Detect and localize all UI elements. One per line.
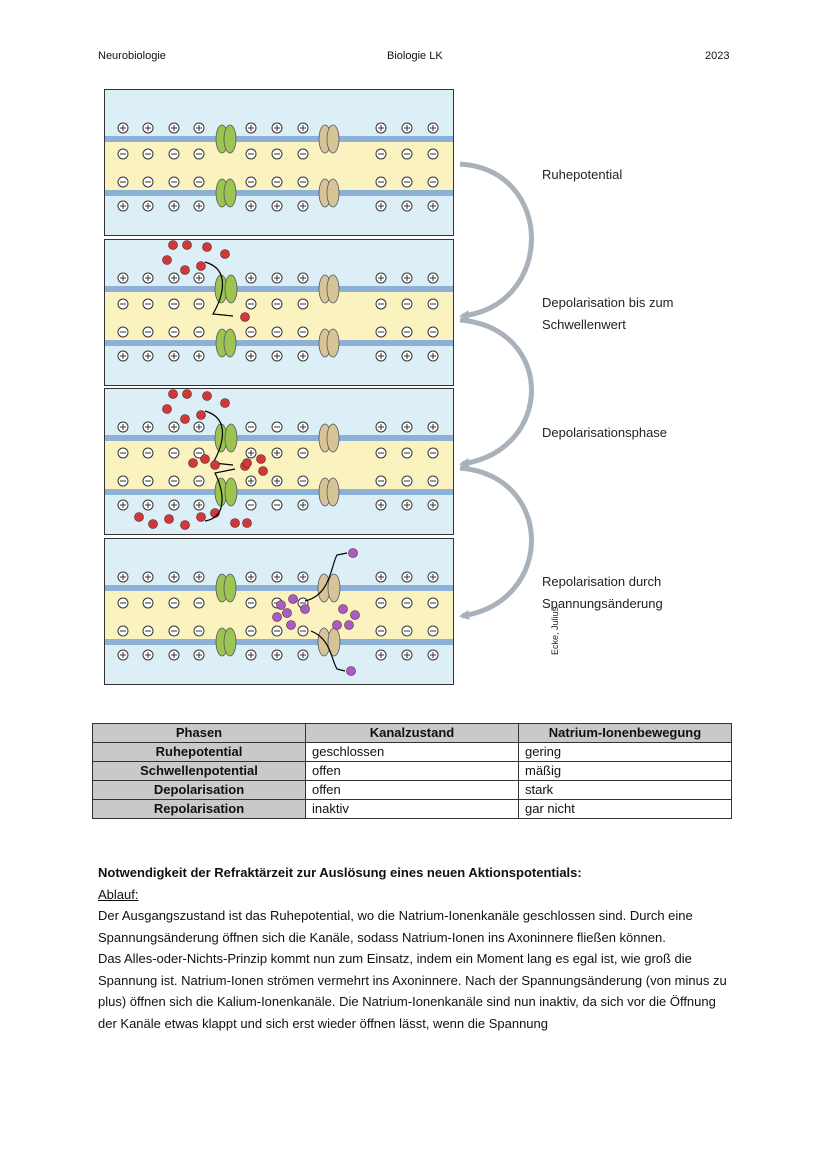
sodium-ion [183,241,192,250]
k-channel [319,125,339,153]
membrane-upper [105,585,453,591]
k-channel [319,478,339,506]
column-header: Kanalzustand [306,724,519,743]
column-header: Phasen [93,724,306,743]
sodium-ion [169,390,178,399]
potassium-ion [273,613,282,622]
table-row [93,800,732,819]
table-cell: gar nicht [519,800,732,819]
section-subtitle: Ablauf: [98,886,139,902]
panel-svg [105,240,453,385]
sodium-ion [243,519,252,528]
sodium-ion [241,313,250,322]
k-channel [319,275,339,303]
column-header: Natrium-Ionenbewegung [519,724,732,743]
phase-arrows [440,150,560,630]
phase-label-depolarisationsphase: Depolarisationsphase [542,425,668,440]
table-cell: offen [306,762,519,781]
potassium-ion [283,609,292,618]
membrane-lower [105,489,453,495]
k-channel [319,329,339,357]
sodium-ion [189,459,198,468]
membrane-lower [105,190,453,196]
sodium-ion [181,266,190,275]
sodium-ion [203,243,212,252]
sodium-ion [165,515,174,524]
diagram-panel-ruhepotential [104,89,454,236]
k-channel [319,424,339,452]
potassium-ion [339,605,348,614]
sodium-ion [181,521,190,530]
potassium-ion [277,601,286,610]
sodium-ion [231,519,240,528]
na-channel [216,179,236,207]
sodium-ion [183,390,192,399]
sodium-ion [221,250,230,259]
table-cell-phase: Schwellenpotential [93,762,306,781]
sodium-ion [259,467,268,476]
sodium-ion [163,256,172,265]
table-cell: gering [519,743,732,762]
table-cell-phase: Depolarisation [93,781,306,800]
table-cell-phase: Ruhepotential [93,743,306,762]
membrane-lower [105,340,453,346]
diagram-panel-repolarisation [104,538,454,685]
diagram-panel-depolarisation [104,388,454,535]
sodium-ion [243,459,252,468]
potassium-ion [333,621,342,630]
table-cell: inaktiv [306,800,519,819]
k-channel [319,179,339,207]
sodium-ion [197,262,206,271]
table-cell: stark [519,781,732,800]
paragraph-2: Das Alles-oder-Nichts-Prinzip kommt nun zum Einsatz, indem ein Moment lang es egal ist, wie groß die Spannung ist. Natrium-Ionen strömen vermehrt ins Axoninnere. Nach der Spannungsänderung (von minus zu plus) öffnen sich die Kalium-Ionenkanäle. Die Natrium-Ionenkanäle sind nun inaktiv, da sich vor die Öffnung der Kanäle etwas klappt und sich erst wieder öffnen lässt, wenn die Spannung [98,951,727,1031]
membrane-upper [105,435,453,441]
table-header-row [93,724,732,743]
na-channel [216,329,236,357]
section-title: Notwendigkeit der Refraktärzeit zur Auslösung eines neuen Aktionspotentials: [98,865,582,880]
table-row [93,762,732,781]
potassium-ion [345,621,354,630]
arrow-1 [460,164,532,316]
potassium-ion [351,611,360,620]
arrow-2 [460,320,532,464]
na-channel [216,628,236,656]
sodium-ion [169,241,178,250]
sodium-ion [197,411,206,420]
sodium-ion [203,392,212,401]
sodium-ion [163,405,172,414]
table-row [93,743,732,762]
panel-svg [105,389,453,534]
na-channel [216,574,236,602]
sodium-ion [135,513,144,522]
panel-svg [105,90,453,235]
table-cell: mäßig [519,762,732,781]
header-right: 2023 [705,50,730,62]
membrane-lower [105,639,453,645]
image-credit: Ecke, Julius [550,606,560,655]
potassium-ion [347,667,356,676]
sodium-ion [211,461,220,470]
body-text [98,862,738,1034]
potassium-ion [349,549,358,558]
sodium-ion [201,455,210,464]
phases-table [92,723,732,819]
sodium-ion [181,415,190,424]
table-cell-phase: Repolarisation [93,800,306,819]
table-cell: offen [306,781,519,800]
potassium-ion [287,621,296,630]
sodium-ion [257,455,266,464]
arrow-3 [460,468,532,616]
header-center: Biologie LK [387,50,443,62]
sodium-ion [221,399,230,408]
table-cell: geschlossen [306,743,519,762]
diagram-panel-schwellenwert [104,239,454,386]
phase-label-ruhepotential: Ruhepotential [542,167,623,182]
header-left: Neurobiologie [98,50,166,62]
panel-svg [105,539,453,684]
potassium-ion [289,595,298,604]
na-channel [216,125,236,153]
membrane-upper [105,136,453,142]
table-row [93,781,732,800]
paragraph-1: Der Ausgangszustand ist das Ruhepotential, wo die Natrium-Ionenkanäle geschlossen sind. Durch eine Spannungsänderung öffnen sich die Kanäle, sodass Natrium-Ionen ins Axoninnere fließen können. [98,908,693,945]
phase-label-repolarisation: Repolarisation durch Spannungsänderung [542,574,663,611]
membrane-upper [105,286,453,292]
phase-label-schwellenwert: Depolarisation bis zum Schwellenwert [542,295,674,332]
sodium-ion [149,520,158,529]
sodium-ion [197,513,206,522]
potassium-ion [301,605,310,614]
